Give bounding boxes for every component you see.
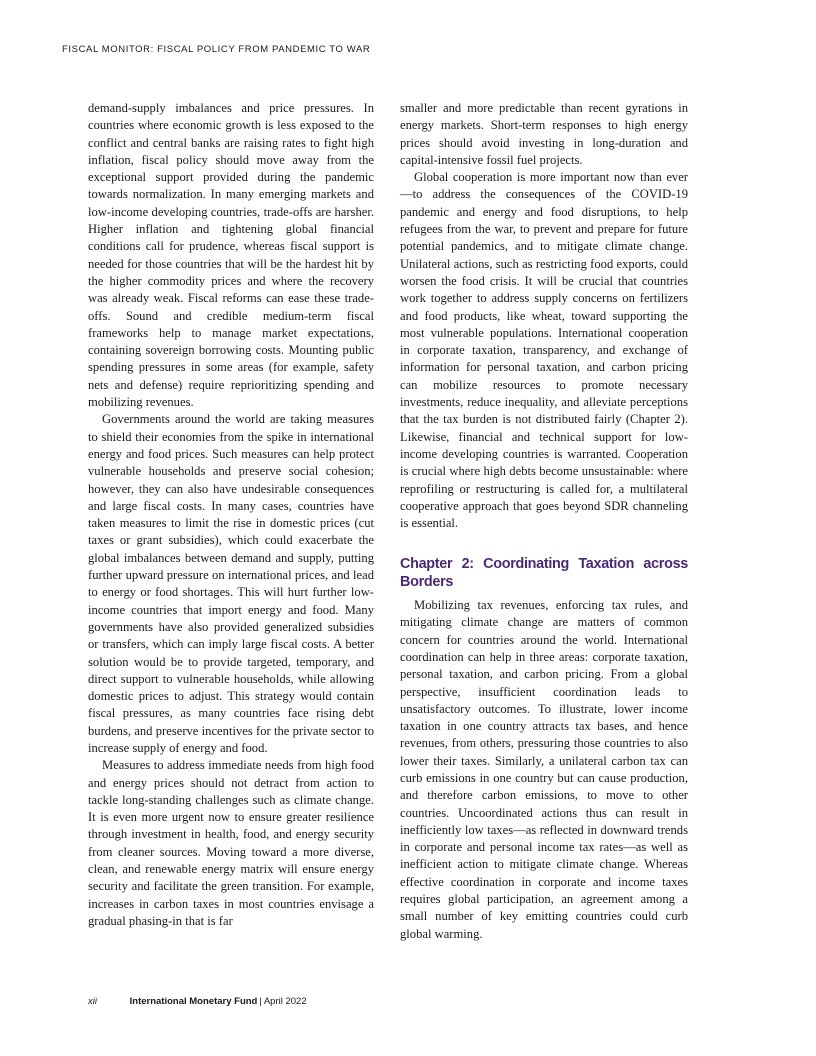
paragraph: demand-supply imbalances and price pressures. In countries where economic growth is less exposed to the conflict and central banks are raising rates to fight high inflation, fiscal policy should move away from the exceptional support provided during the pandemic towards normalization. In many emerging markets and low-income developing countries, trade-offs are harsher. Higher inflation and tightening global financial conditions call for prudence, whereas fiscal support is needed for those countries that will be the hardest hit by the higher commodity prices and where the recovery was already weak. Fiscal reforms can ease these trade-offs. Sound and credible medium-term fiscal frameworks help to manage market expectations, containing sovereign borrowing costs. Mounting public spending pressures in some areas (for example, safety nets and defense) require reprioritizing spending and mobilizing revenues. bbox=[88, 101, 374, 410]
footer-date: April 2022 bbox=[263, 996, 307, 1007]
right-column bbox=[400, 100, 688, 943]
page-footer bbox=[88, 996, 307, 1007]
paragraph: Global cooperation is more important now than ever—to address the consequences of the COVID-19 pandemic and energy and food disruptions, to help refugees from the war, to prevent and prepare for future potential pandemics, and to mitigate climate change. Unilateral actions, such as restricting food exports, could worsen the food crisis. It will be crucial that countries work together to address supply concerns on fertilizers and food products, like wheat, toward supporting the most vulnerable populations. International cooperation in corporate taxation, transparency, and exchange of information for personal taxation, and carbon pricing can mobilize resources to promote necessary investments, reduce inequality, and alleviate perceptions that the tax burden is not distributed fairly (Chapter 2). Likewise, financial and technical support for low-income developing countries is warranted. Cooperation is crucial where high debts become unsustainable: where reprofiling or restructuring is called for, a multilateral cooperative approach that goes beyond SDR channeling is essential. bbox=[400, 170, 688, 531]
page-number: xii bbox=[88, 996, 97, 1007]
paragraph: Mobilizing tax revenues, enforcing tax rules, and mitigating climate change are matters of common concern for countries around the world. International coordination can help in three areas: corporate taxation, personal taxation, and carbon pricing. From a global perspective, insufficient coordination leads to unsatisfactory outcomes. To illustrate, lower income taxation in one country attracts tax bases, and hence revenues, from others, pressuring those countries to also lower their taxes. Similarly, a unilateral carbon tax can curb emissions in one country but can cause production, and therefore carbon emissions, to move to other countries. Uncoordinated actions thus can result in inefficiently low taxes—as reflected in downward trends in corporate and personal income tax rates—as well as inefficient action to mitigate climate change. Whereas effective coordination in corporate and income taxes requires global participation, an agreement among a small number of key emitting countries could curb global warming. bbox=[400, 598, 688, 941]
chapter-heading: Chapter 2: Coordinating Taxation across Borders bbox=[400, 556, 688, 590]
footer-organization: International Monetary Fund bbox=[129, 996, 258, 1007]
footer-separator: | bbox=[259, 996, 262, 1007]
paragraph: Governments around the world are taking measures to shield their economies from the spike in international energy and food prices. Such measures can help protect vulnerable households and preserve social cohesion; however, they can also have undesirable consequences and large fiscal costs. In many cases, countries have taken measures to limit the rise in domestic prices (cut taxes or grant subsidies), which could exacerbate the global imbalances between demand and supply, putting further upward pressure on international prices, and lead to energy or food shortages. This will hurt further low-income countries that import energy and food. Many governments have also provided generalized subsidies or transfers, which can imply large fiscal costs. A better solution would be to provide targeted, temporary, and direct support to vulnerable households, while allowing domestic prices to adjust. This strategy would contain fiscal pressures, as many countries face rising debt burdens, and preserve incentives for the private sector to increase supply of energy and food. bbox=[88, 412, 374, 755]
paragraph: Measures to address immediate needs from high food and energy prices should not detract from action to tackle long-standing challenges such as climate change. It is even more urgent now to ensure greater resilience through investment in health, food, and energy security from cleaner sources. Moving toward a more diverse, clean, and renewable energy matrix will ensure energy security and facilitate the green transition. For example, increases in carbon taxes in most countries envisage a gradual phasing-in that is far bbox=[88, 758, 374, 928]
running-header: FISCAL MONITOR: FISCAL POLICY FROM PANDEMIC TO WAR bbox=[62, 44, 371, 55]
paragraph: smaller and more predictable than recent gyrations in energy markets. Short-term responses to high energy prices should avoid investing in long-duration and capital-intensive fossil fuel projects. bbox=[400, 101, 688, 167]
left-column bbox=[88, 100, 374, 930]
